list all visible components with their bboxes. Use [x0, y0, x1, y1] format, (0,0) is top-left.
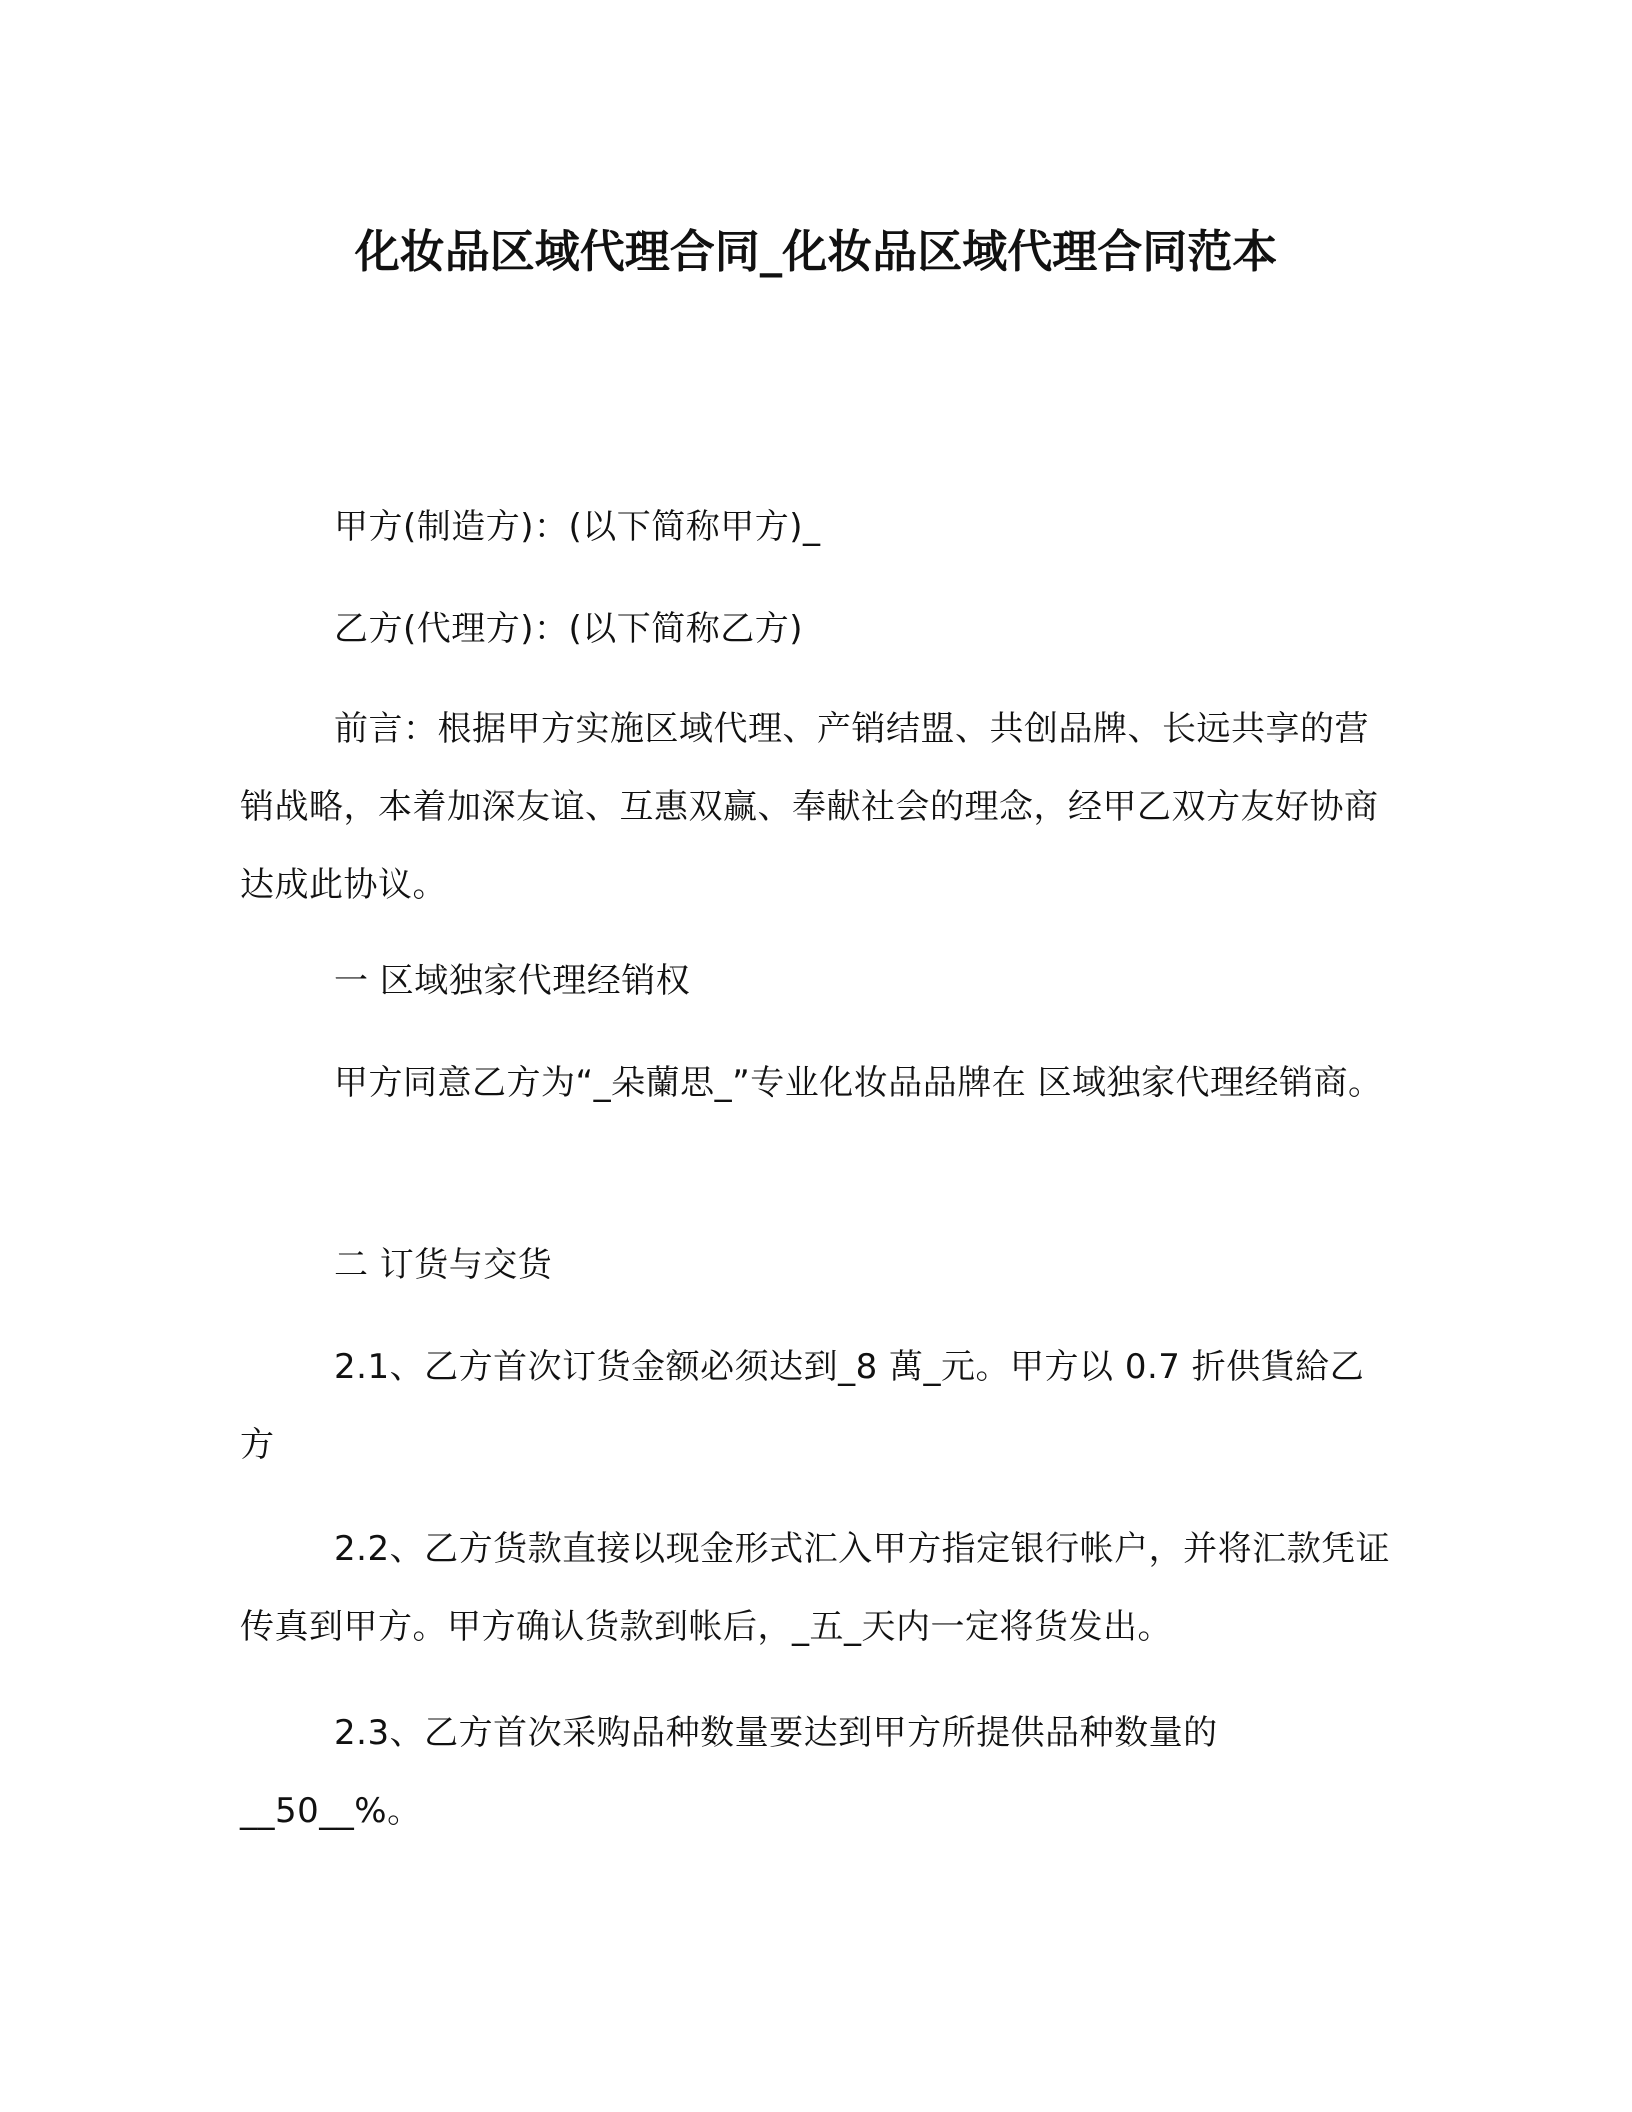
section-1-heading: 一 区域独家代理经销权	[334, 961, 691, 1001]
preface-paragraph: 前言：根据甲方实施区域代理、产销结盟、共创品牌、长远共享的营销战略，本着加深友谊、互惠双赢、奉献社会的理念，经甲乙双方友好协商达成此协议。	[240, 709, 1379, 905]
party-a-line: 甲方(制造方)：(以下简称甲方)_	[334, 507, 821, 547]
party-b-line: 乙方(代理方)：(以下简称乙方)	[334, 609, 804, 649]
clause-2-1: 2.1、乙方首次订货金额必须达到_8 萬_元。甲方以 0.7 折供貨給乙方	[240, 1347, 1365, 1465]
document-title: 化妆品区域代理合同_化妆品区域代理合同范本	[354, 225, 1278, 278]
clause-2-2: 2.2、乙方货款直接以现金形式汇入甲方指定银行帐户，并将汇款凭证传真到甲方。甲方确认货款到帐后，_五_天内一定将货发出。	[240, 1529, 1391, 1647]
clause-2-3: 2.3、乙方首次采购品种数量要达到甲方所提供品种数量的__50__%。	[240, 1713, 1218, 1831]
section-2-heading: 二 订货与交货	[334, 1245, 553, 1285]
document-body	[240, 0, 1392, 2112]
section-1-body: 甲方同意乙方为“_朵蘭思_”专业化妆品品牌在 区域独家代理经销商。	[334, 1063, 1383, 1103]
